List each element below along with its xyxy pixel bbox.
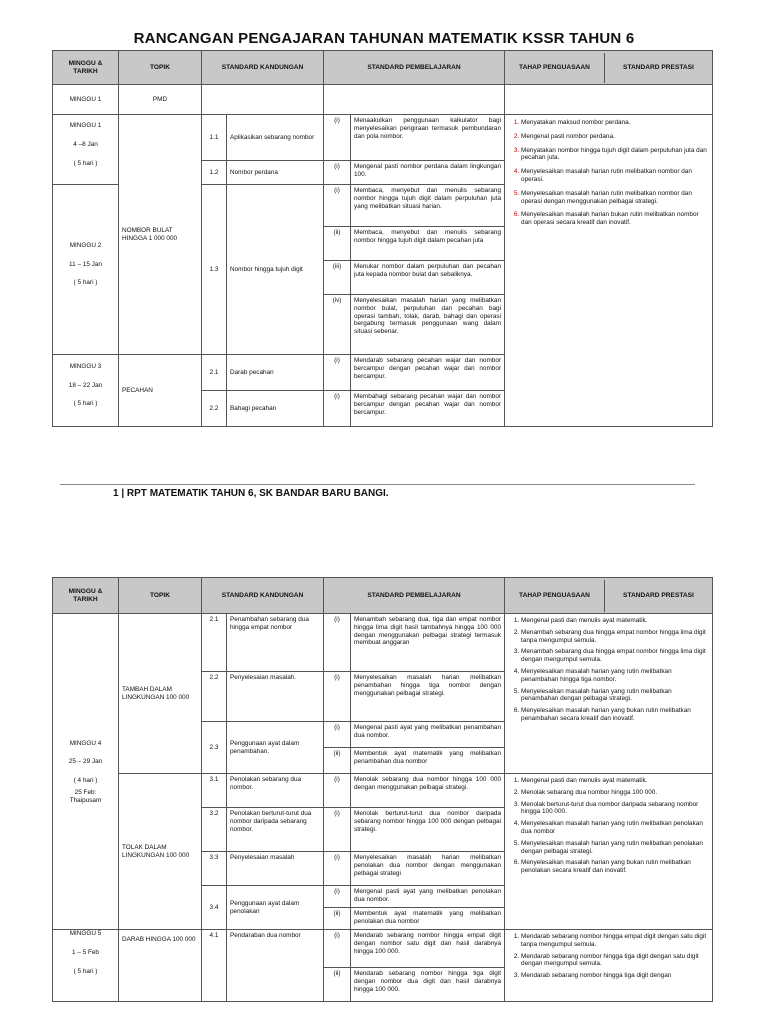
week-days: ( 5 hari ) [73, 279, 98, 287]
topic-tambah: TAMBAH DALAM LINGKUNGAN 100 000 [119, 614, 202, 774]
prestasi-item: 1. Mengenal pasti dan menulis ayat matematik. [521, 777, 708, 785]
sk-text: Nombor perdana [227, 161, 324, 185]
prestasi-item: 3. Menambah sebarang dua hingga empat nombor hingga lima digit dengan mengumpul semula. [521, 648, 708, 664]
week-label: MINGGU 1 [69, 122, 102, 129]
prestasi-item: 4. Menyelesaikan masalah harian rutin melibatkan nombor dan operasi. [521, 168, 708, 184]
sk-text: Penyelesaian masalah [227, 852, 324, 886]
sk-text: Penambahan sebarang dua hingga empat nombor [227, 614, 324, 672]
prestasi-item: 6. Menyelesaikan masalah harian yang bukan rutin melibatkan penambahan secara kreatif dan inovatif. [521, 707, 708, 723]
sp-roman: (ii) [324, 968, 351, 1002]
sp-roman: (i) [324, 930, 351, 968]
sp-roman: (i) [324, 355, 351, 391]
week-days: ( 5 hari ) [73, 967, 98, 975]
sp-roman: (i) [324, 115, 351, 161]
week-date: 11 – 15 Jan [69, 260, 102, 268]
sp-text: Menukar nombor dalam perpuluhan dan pecahan juta kepada nombor bulat dan sebaliknya. [351, 261, 505, 295]
sk-number: 3.3 [202, 852, 227, 886]
sk-number: 1.3 [202, 185, 227, 355]
week-1-cell [53, 115, 119, 185]
week-label: MINGGU 4 [69, 739, 102, 747]
prestasi-item: 1. Mengenal pasti dan menulis ayat matematik. [521, 617, 708, 625]
topic-darab: DARAB HINGGA 100 000 [119, 930, 202, 1002]
empty-cell [202, 85, 324, 115]
header-standard-pembelajaran: STANDARD PEMBELAJARAN [324, 51, 505, 85]
sk-number: 1.2 [202, 161, 227, 185]
sp-text: Mendarab sebarang nombor hingga tiga digit dengan nombor dua digit dan hasil darabnya hingga 100 000. [351, 968, 505, 1002]
sp-roman: (i) [324, 852, 351, 886]
sp-text: Menolak sebarang dua nombor hingga 100 000 dengan menggunakan pelbagai strategi. [351, 774, 505, 808]
header-standard-prestasi: STANDARD PRESTASI [623, 591, 694, 599]
header-standard-kandungan: STANDARD KANDUNGAN [202, 51, 324, 85]
sk-number: 2.2 [202, 672, 227, 722]
prestasi-item: 5. Menyelesaikan masalah harian yang rutin melibatkan penambahan dengan pelbagai strategi. [521, 688, 708, 704]
sk-text: Nombor hingga tujuh digit [227, 185, 324, 355]
sp-roman: (ii) [324, 908, 351, 930]
sk-text: Penolakan berturut-turut dua nombor daripada sebarang nombor. [227, 808, 324, 852]
prestasi-cell-tolak [505, 774, 713, 930]
prestasi-item: 3. Menyatakan nombor hingga tujuh digit dalam perpuluhan juta dan pecahan juta. [521, 147, 708, 163]
sp-text: Membentuk ayat matematik yang melibatkan penambahan dua nombor [351, 748, 505, 774]
sp-text: Mendarab sebarang nombor hingga empat digit dengan nombor satu digit dan hasil darabnya hingga 100 000. [351, 930, 505, 968]
prestasi-cell-page-1 [505, 115, 713, 427]
sk-number: 2.1 [202, 355, 227, 391]
sp-roman: (i) [324, 774, 351, 808]
sp-roman: (i) [324, 808, 351, 852]
sp-text: Menyelesaikan masalah harian melibatkan penolakan dua nombor dengan menggunakan pelbagai strategi [351, 852, 505, 886]
sk-number: 1.1 [202, 115, 227, 161]
holiday-date: 25 Feb: [74, 788, 97, 796]
sp-text: Menyelesaikan masalah harian melibatkan penambahan hingga tiga nombor dengan menggunakan pelbagai strategi. [351, 672, 505, 722]
sk-text: Penggunaan ayat dalam penolakan [227, 886, 324, 930]
header-topik: TOPIK [119, 578, 202, 614]
week-label: MINGGU 2 [69, 241, 102, 249]
sp-text: Mengenal pasti ayat yang melibatkan penambahan dua nombor. [351, 722, 505, 748]
sk-number: 3.1 [202, 774, 227, 808]
header-standard-pembelajaran: STANDARD PEMBELAJARAN [324, 578, 505, 614]
prestasi-cell-darab [505, 930, 713, 1002]
sp-text: Mendarab sebarang pecahan wajar dan nombor bercampur dengan pecahan wajar dan nombor bercampur. [351, 355, 505, 391]
sp-text: Membentuk ayat matematik yang melibatkan penolakan dua nombor [351, 908, 505, 930]
header-standard-kandungan: STANDARD KANDUNGAN [202, 578, 324, 614]
sp-text: Mengenal pasti ayat yang melibatkan penolakan dua nombor. [351, 886, 505, 908]
sp-text: Mengenal pasti nombor perdana dalam lingkungan 100. [351, 161, 505, 185]
footer-divider [60, 484, 695, 485]
prestasi-item: 6. Menyelesaikan masalah harian bukan rutin melibatkan nombor dan operasi secara kreatif dan inovatif. [521, 211, 708, 227]
sk-number: 3.2 [202, 808, 227, 852]
topic-pmd: PMD [119, 85, 202, 115]
sp-roman: (iii) [324, 261, 351, 295]
sp-text: Membaca, menyebut dan menulis sebarang nombor hingga tujuh digit dalam perpuluhan juta yang melibatkan situasi harian. [351, 185, 505, 227]
sp-roman: (ii) [324, 748, 351, 774]
rpt-table-page-2 [52, 577, 713, 1002]
prestasi-cell-tambah [505, 614, 713, 774]
sk-text: Penyelesaian masalah. [227, 672, 324, 722]
footer-text: 1 | RPT MATEMATIK TAHUN 6, SK BANDAR BARU BANGI. [113, 488, 389, 499]
sk-text: Aplikasikan sebarang nombor [227, 115, 324, 161]
sk-number: 4.1 [202, 930, 227, 1002]
rpt-table-page-1 [52, 50, 713, 427]
sp-roman: (i) [324, 672, 351, 722]
week-days: ( 4 hari ) [73, 777, 98, 785]
topic-nombor-bulat: NOMBOR BULAT HINGGA 1 000 000 [119, 115, 202, 355]
week-label: MINGGU 3 [69, 362, 102, 370]
sp-text: Menaakulkan penggunaan kalkulator bagi menyelesaikan pengiraan termasuk pembundaran dan pola nombor. [351, 115, 505, 161]
prestasi-item: 6. Menyelesaikan masalah harian yang bukan rutin melibatkan penolakan secara kreatif dan inovatif. [521, 859, 708, 875]
prestasi-item: 2. Mendarab sebarang nombor hingga tiga digit dengan satu digit dengan mengumpul semula. [521, 953, 708, 969]
sk-number: 2.3 [202, 722, 227, 774]
sp-roman: (iv) [324, 295, 351, 355]
empty-cell [505, 85, 713, 115]
topic-tolak: TOLAK DALAM LINGKUNGAN 100 000 [119, 774, 202, 930]
week-date: 18 – 22 Jan [68, 381, 103, 389]
prestasi-item: 2. Mengenal pasti nombor perdana. [521, 133, 708, 141]
week-date: 4 –8 Jan [73, 140, 98, 148]
sk-number: 2.2 [202, 391, 227, 427]
prestasi-item: 1. Menyatakan maksud nombor perdana. [521, 119, 708, 127]
document-title: RANCANGAN PENGAJARAN TAHUNAN MATEMATIK KSSR TAHUN 6 [133, 30, 635, 47]
week-2-cell [53, 185, 119, 355]
week-3-cell [53, 355, 119, 427]
prestasi-item: 3. Menolak berturut-turut dua nombor daripada sebarang nombor hingga 100 000. [521, 801, 708, 817]
sk-text: Darab pecahan [227, 355, 324, 391]
prestasi-item: 1. Mendarab sebarang nombor hingga empat digit dengan satu digit tanpa mengumpul semula. [521, 933, 708, 949]
week-label: MINGGU 5 [69, 930, 102, 937]
header-tahap-penguasaan: TAHAP PENGUASAAN [505, 53, 605, 83]
sk-text: Bahagi pecahan [227, 391, 324, 427]
sk-text: Penolakan sebarang dua nombor. [227, 774, 324, 808]
sp-text: Menambah sebarang dua, tiga dan empat nombor hingga lima digit hasil tambahnya hingga 100 000 dengan menggunakan pelbagai strategi termasuk membuat anggaran [351, 614, 505, 672]
sp-roman: (ii) [324, 227, 351, 261]
week-5-cell [53, 930, 119, 1002]
prestasi-item: 3. Mendarab sebarang nombor hingga tiga digit dengan [521, 972, 708, 980]
sp-roman: (i) [324, 722, 351, 748]
sp-roman: (i) [324, 391, 351, 427]
header-prestasi-group [505, 51, 713, 85]
week-date: 25 – 29 Jan [68, 758, 103, 766]
sp-text: Menolak berturut-turut dua nombor daripada sebarang nombor hingga 100 000 dengan pelbagai strategi. [351, 808, 505, 852]
header-prestasi-group [505, 578, 713, 614]
sp-roman: (i) [324, 886, 351, 908]
sp-text: Membaca, menyebut dan menulis sebarang nombor hingga tujuh digit dalam pecahan juta [351, 227, 505, 261]
header-minggu: MINGGU & TARIKH [53, 51, 119, 85]
week-4-cell [53, 614, 119, 930]
sk-number: 3.4 [202, 886, 227, 930]
sk-number: 2.1 [202, 614, 227, 672]
week-date: 1 – 5 Feb [71, 948, 99, 956]
header-topik: TOPIK [119, 51, 202, 85]
sk-text: Penggunaan ayat dalam penambahan. [227, 722, 324, 774]
page-footer [60, 484, 695, 499]
sp-text: Membahagi sebarang pecahan wajar dan nombor bercampur dengan pecahan wajar dan nombor bercampur. [351, 391, 505, 427]
prestasi-item: 4. Menyelesaikan masalah harian yang rutin melibatkan penambahan hingga tiga nombor. [521, 668, 708, 684]
prestasi-item: 2. Menolak sebarang dua nombor hingga 100 000. [521, 789, 708, 797]
sp-roman: (i) [324, 161, 351, 185]
topic-pecahan: PECAHAN [119, 355, 202, 427]
sk-text: Pendaraban dua nombor [227, 930, 324, 1002]
week-days: ( 5 hari ) [73, 159, 98, 167]
header-standard-prestasi: STANDARD PRESTASI [623, 63, 694, 71]
prestasi-item: 5. Menyelesaikan masalah harian rutin melibatkan nombor dan operasi dengan menggunakan pelbagai strategi. [521, 190, 708, 206]
sp-roman: (i) [324, 614, 351, 672]
holiday-name: Thaipusam [69, 796, 102, 804]
week-pmd: MINGGU 1 [53, 85, 119, 115]
sp-text: Menyelesaikan masalah harian yang melibatkan nombor bulat, perpuluhan dan pecahan bagi operasi tambah, tolak, darab, bahagi dan operasi bergabung termasuk penggunaan wang dalam situasi sebenar. [351, 295, 505, 355]
prestasi-item: 2. Menambah sebarang dua hingga empat nombor hingga lima digit tanpa mengumpul semula. [521, 629, 708, 645]
prestasi-item: 5. Menyelesaikan masalah harian yang rutin melibatkan penolakan dengan pelbagai strategi. [521, 840, 708, 856]
header-minggu: MINGGU & TARIKH [53, 578, 119, 614]
header-tahap-penguasaan: TAHAP PENGUASAAN [505, 580, 605, 612]
sp-roman: (i) [324, 185, 351, 227]
empty-cell [324, 85, 505, 115]
week-days: ( 5 hari ) [73, 400, 98, 408]
prestasi-item: 4. Menyelesaikan masalah harian yang rutin melibatkan penolakan dua nombor [521, 820, 708, 836]
